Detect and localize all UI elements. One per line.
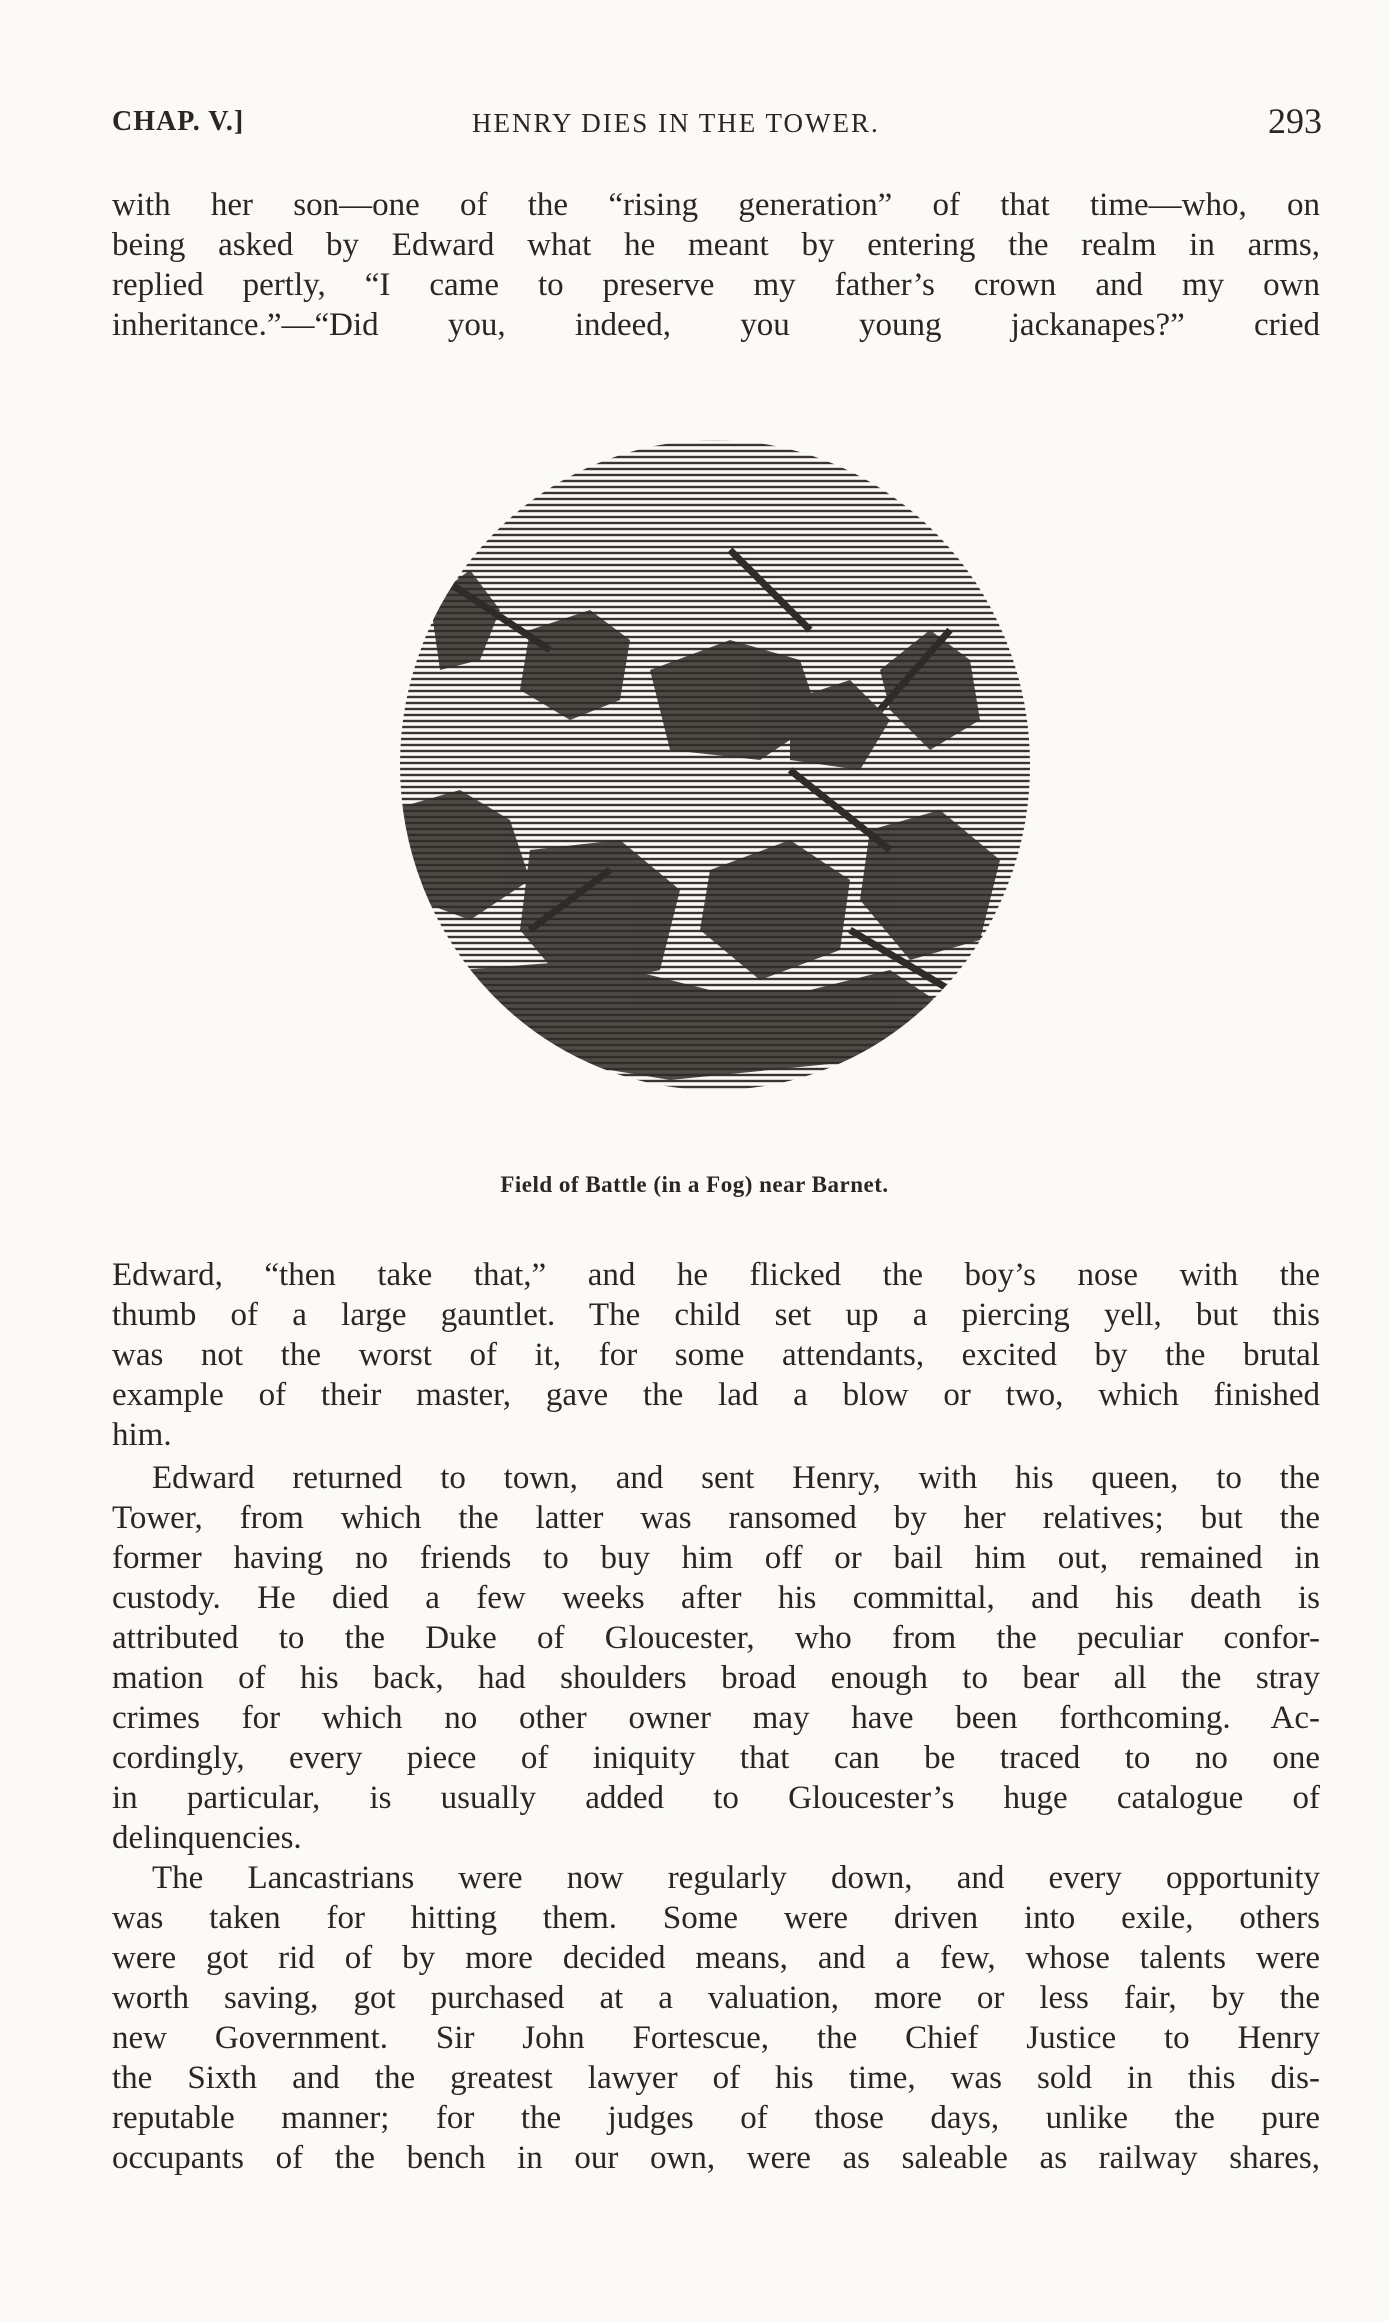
- battle-illustration: [230, 370, 1190, 1170]
- text-line: new Government. Sir John Fortescue, the Chief Justice to Henry: [112, 2020, 1320, 2056]
- page-number: 293: [1268, 101, 1322, 141]
- text-line: The Lancastrians were now regularly down, and every opportunity: [152, 1860, 1320, 1896]
- text-line: former having no friends to buy him off or bail him out, remained in: [112, 1540, 1320, 1576]
- text-line: the Sixth and the greatest lawyer of his time, was sold in this dis-: [112, 2060, 1320, 2096]
- text-line: Edward returned to town, and sent Henry, with his queen, to the: [152, 1460, 1320, 1496]
- paragraph: [112, 1255, 1320, 1455]
- text-line: occupants of the bench in our own, were as saleable as railway shares,: [112, 2140, 1320, 2176]
- chapter-label: CHAP. V.]: [112, 106, 245, 137]
- text-line: reputable manner; for the judges of those days, unlike the pure: [112, 2100, 1320, 2136]
- text-line: Edward, “then take that,” and he flicked the boy’s nose with the: [112, 1257, 1320, 1293]
- text-line: inheritance.”—“Did you, indeed, you young jackanapes?” cried: [112, 307, 1320, 343]
- engraving-image: [230, 370, 1190, 1170]
- paragraph: [112, 1458, 1320, 1858]
- text-line: thumb of a large gauntlet. The child set up a piercing yell, but this: [112, 1297, 1320, 1333]
- text-line: Tower, from which the latter was ransomed by her relatives; but the: [112, 1500, 1320, 1536]
- text-line: attributed to the Duke of Gloucester, who from the peculiar confor-: [112, 1620, 1320, 1656]
- text-line: example of their master, gave the lad a blow or two, which finished: [112, 1377, 1320, 1413]
- text-line: replied pertly, “I came to preserve my father’s crown and my own: [112, 267, 1320, 303]
- text-line: were got rid of by more decided means, and a few, whose talents were: [112, 1940, 1320, 1976]
- text-line: was not the worst of it, for some attendants, excited by the brutal: [112, 1337, 1320, 1373]
- text-line: him.: [112, 1417, 172, 1453]
- text-line: was taken for hitting them. Some were driven into exile, others: [112, 1900, 1320, 1936]
- text-line: custody. He died a few weeks after his committal, and his death is: [112, 1580, 1320, 1616]
- paragraph: [112, 1858, 1320, 2178]
- text-line: worth saving, got purchased at a valuation, more or less fair, by the: [112, 1980, 1320, 2016]
- text-line: being asked by Edward what he meant by entering the realm in arms,: [112, 227, 1320, 263]
- text-line: in particular, is usually added to Gloucester’s huge catalogue of: [112, 1780, 1320, 1816]
- text-line: cordingly, every piece of iniquity that can be traced to no one: [112, 1740, 1320, 1776]
- figure-caption: Field of Battle (in a Fog) near Barnet.: [500, 1172, 889, 1197]
- running-title: HENRY DIES IN THE TOWER.: [472, 108, 880, 138]
- page-header: [112, 100, 1322, 150]
- text-line: delinquencies.: [112, 1820, 302, 1856]
- text-line: crimes for which no other owner may have been forthcoming. Ac-: [112, 1700, 1320, 1736]
- paragraph-continuation: [112, 185, 1320, 345]
- text-line: mation of his back, had shoulders broad enough to bear all the stray: [112, 1660, 1320, 1696]
- text-line: with her son—one of the “rising generation” of that time—who, on: [112, 187, 1320, 223]
